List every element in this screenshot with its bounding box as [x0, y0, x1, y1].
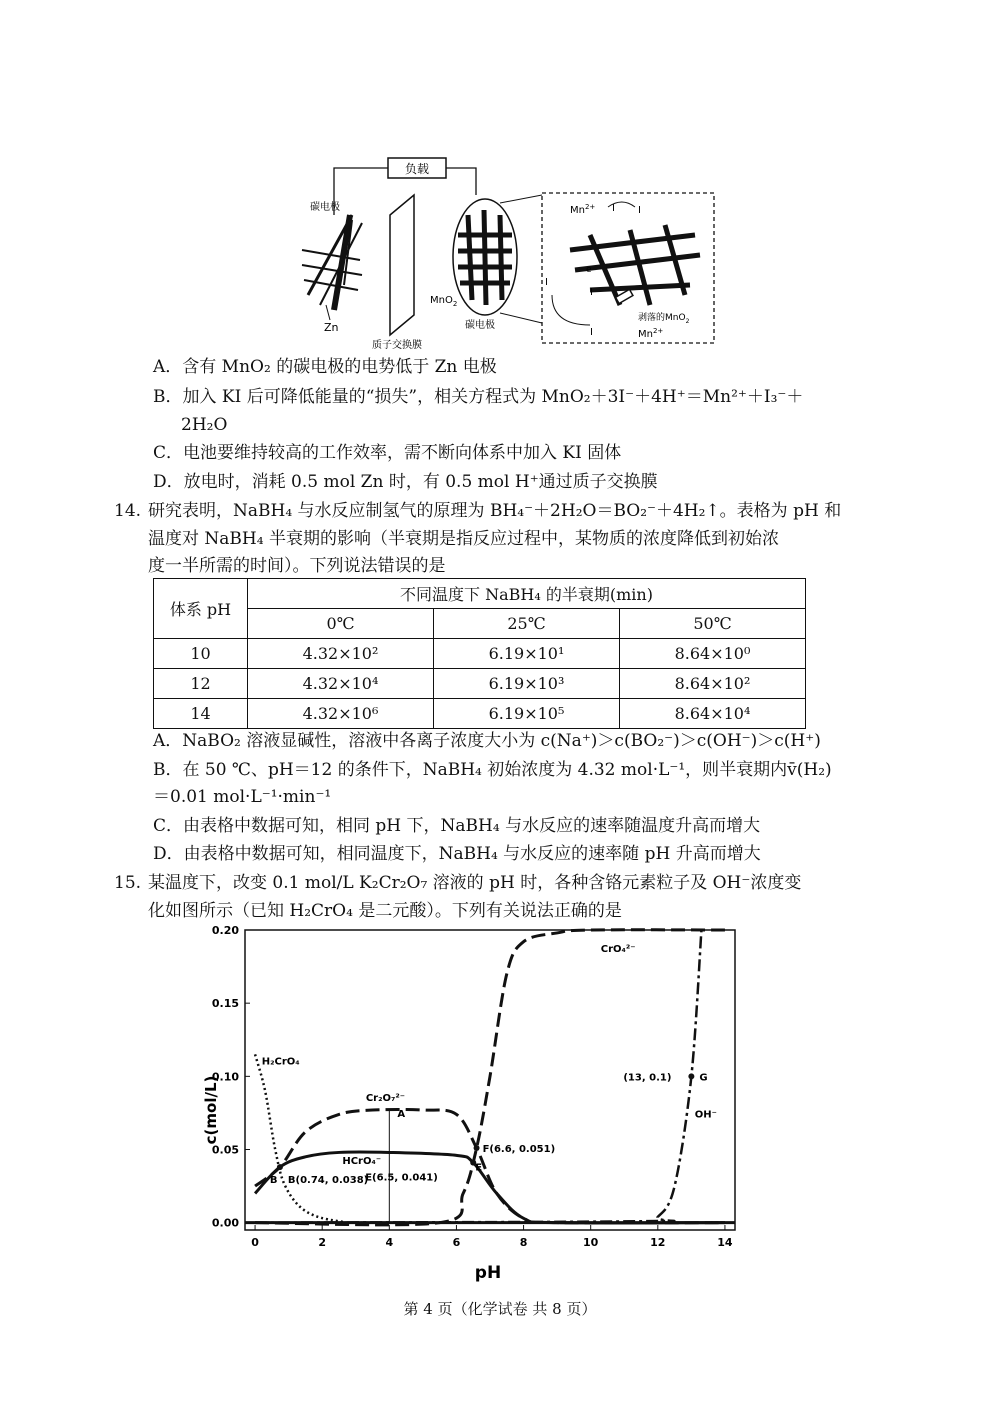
point-label-e: E [475, 1162, 483, 1174]
q14-number: 14. [114, 501, 142, 521]
y-axis-label: c(mol/L) [202, 1075, 220, 1145]
x-tick-label: 4 [385, 1236, 394, 1249]
q14-option-a: A．NaBO₂ 溶液显碱性，溶液中各离子浓度大小为 c(Na⁺)＞c(BO₂⁻)＞c(OH⁻)＞c(H⁺) [153, 731, 821, 751]
point-marker [277, 1164, 283, 1170]
series-label: HCrO₄⁻ [342, 1156, 382, 1168]
annotation-label: (13, 0.1) [623, 1072, 672, 1084]
inset-shed-mno2: 剥落的MnO$_2$ [638, 313, 690, 325]
q13-option-c: C．电池要维持较高的工作效率，需不断向体系中加入 KI 固体 [153, 443, 622, 463]
series-line [255, 1152, 725, 1223]
table-cell: 6.19×10⁵ [434, 699, 620, 729]
table-cell: 8.64×10² [620, 669, 806, 699]
chromium-species-chart [190, 920, 750, 1285]
zn-label: Zn [324, 321, 339, 334]
table-group-header: 不同温度下 NaBH₄ 的半衰期(min) [248, 579, 806, 609]
inset-mn2-top: $Mn^{2+}$ [570, 203, 596, 216]
q13-option-b-line2: 2H₂O [181, 415, 228, 435]
inset-i3-left: I [545, 277, 548, 288]
series-line [255, 1109, 725, 1223]
annotation-label: B(0.74, 0.038) [287, 1175, 369, 1187]
q14-stem-line2: 温度对 NaBH₄ 半衰期的影响（半衰期是指反应过程中，某物质的浓度降低到初始浓 [148, 529, 779, 549]
q15-number: 15. [114, 873, 142, 893]
table-row [154, 669, 806, 699]
table-cell: 6.19×10¹ [434, 639, 620, 669]
table-cell: 4.32×10² [248, 639, 434, 669]
y-tick-label: 0.05 [211, 1143, 239, 1157]
y-tick-label: 0.10 [211, 1070, 239, 1084]
x-tick-label: 10 [583, 1236, 599, 1249]
proton-exchange-membrane [390, 195, 414, 335]
q15-stem-line2: 化如图所示（已知 H₂CrO₄ 是二元酸）。下列有关说法正确的是 [148, 901, 622, 921]
table-temp-25: 25℃ [434, 609, 620, 639]
series-label: Cr₂O₇²⁻ [365, 1093, 406, 1105]
half-life-table [153, 578, 806, 729]
series-label: OH⁻ [694, 1109, 717, 1121]
table-temp-0: 0℃ [248, 609, 434, 639]
inset-i3-top: I [638, 205, 641, 216]
table-cell: 14 [154, 699, 248, 729]
x-tick-label: 0 [251, 1236, 259, 1249]
q14-option-d: D．由表格中数据可知，相同温度下，NaBH₄ 与水反应的速率随 pH 升高而增大 [153, 844, 761, 864]
x-tick-label: 2 [318, 1236, 327, 1249]
table-temp-50: 50℃ [620, 609, 806, 639]
q14-stem-line3: 度一半所需的时间）。下列说法错误的是 [148, 556, 446, 576]
series-label: CrO₄²⁻ [600, 943, 636, 955]
inset-i3-bottom: I [590, 327, 593, 338]
q15-stem-line1: 某温度下，改变 0.1 mol/L K₂Cr₂O₇ 溶液的 pH 时，各种含铬元素粒子及 OH⁻浓度变 [148, 873, 802, 893]
table-cell: 12 [154, 669, 248, 699]
membrane-label: 质子交换膜 [372, 340, 422, 351]
x-tick-label: 14 [717, 1236, 733, 1249]
carbon-electrode-left-label: 碳电极 [310, 202, 340, 213]
y-tick-label: 0.00 [211, 1216, 239, 1230]
q13-option-b-line1: B．加入 KI 后可降低能量的“损失”，相关方程式为 MnO₂＋3I⁻＋4H⁺＝Mn²⁺＋I₃⁻＋ [153, 387, 804, 407]
series-label: H₂CrO₄ [261, 1056, 300, 1068]
y-tick-label: 0.15 [211, 997, 239, 1011]
inset-i-minus-top: I [612, 203, 615, 214]
table-row [154, 639, 806, 669]
table-cell: 4.32×10⁴ [248, 669, 434, 699]
point-marker [688, 1073, 694, 1079]
inset-e: e [586, 265, 592, 275]
annotation-label: G [699, 1072, 708, 1084]
table-cell: 10 [154, 639, 248, 669]
mno2-label: MnO$_2$ [430, 295, 458, 308]
table-cell: 6.19×10³ [434, 669, 620, 699]
table-row [154, 699, 806, 729]
table-cell: 8.64×10⁴ [620, 699, 806, 729]
page-footer: 第 4 页（化学试卷 共 8 页） [403, 1300, 597, 1318]
table-cell: 8.64×10⁰ [620, 639, 806, 669]
annotation-label: A [397, 1108, 406, 1120]
point-marker [474, 1145, 480, 1151]
annotation-label: E(6.5, 0.041) [365, 1172, 438, 1184]
carbon-electrode-right-label: 碳电极 [465, 320, 495, 331]
point-label-b: B [269, 1175, 278, 1187]
inset-i-minus-mid: I [590, 287, 593, 298]
q14-stem-line1: 研究表明，NaBH₄ 与水反应制氢气的原理为 BH₄⁻＋2H₂O＝BO₂⁻＋4H₂↑。表格为 pH 和 [148, 501, 842, 521]
q14-option-b-line2: ＝0.01 mol·L⁻¹·min⁻¹ [153, 787, 332, 807]
q14-option-b-line1: B．在 50 ℃、pH＝12 的条件下，NaBH₄ 初始浓度为 4.32 mol·L⁻¹，则半衰期内v̄(H₂) [153, 760, 832, 780]
table-row-header: 体系 pH [154, 579, 248, 639]
annotation-label: F(6.6, 0.051) [482, 1144, 556, 1156]
x-tick-label: 12 [650, 1236, 666, 1249]
x-tick-label: 8 [519, 1236, 528, 1249]
x-tick-label: 6 [452, 1236, 461, 1249]
load-label: 负载 [404, 162, 430, 176]
q14-option-c: C．由表格中数据可知，相同 pH 下，NaBH₄ 与水反应的速率随温度升高而增大 [153, 816, 761, 836]
battery-diagram [290, 155, 730, 370]
y-tick-label: 0.20 [211, 924, 239, 937]
inset-mn2-bottom: $Mn^{2+}$ [638, 327, 664, 340]
q13-option-a: A．含有 MnO₂ 的碳电极的电势低于 Zn 电极 [153, 357, 497, 377]
q13-option-d: D．放电时，消耗 0.5 mol Zn 时，有 0.5 mol H⁺通过质子交换膜 [153, 472, 658, 492]
x-axis-label: pH [474, 1263, 502, 1283]
table-cell: 4.32×10⁶ [248, 699, 434, 729]
